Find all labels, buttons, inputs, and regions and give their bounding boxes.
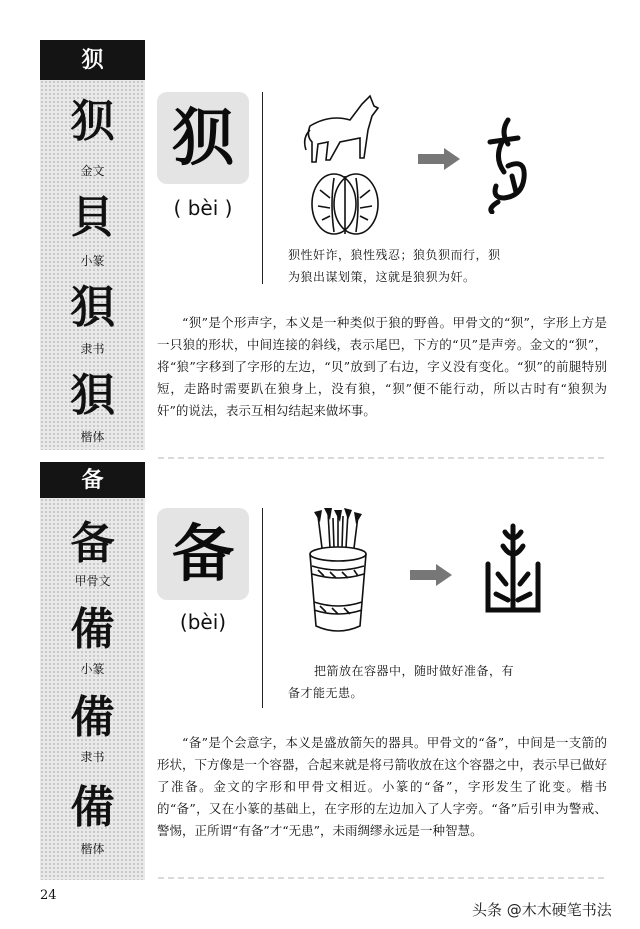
entry-2-header: 备 <box>40 462 145 498</box>
watermark: 头条 @木木硬笔书法 <box>468 898 616 921</box>
stage-3-label: 隶书 <box>80 342 105 356</box>
main-character-1: 狈 <box>157 92 249 184</box>
caption-1-line-1: 狈性奸诈，狼性残忍；狼负狈而行，狈 <box>288 248 501 262</box>
stage-6-label: 小篆 <box>80 662 105 676</box>
ancient-glyph-2 <box>478 522 548 622</box>
main-character-2: 备 <box>157 508 249 600</box>
body-text-1 <box>157 312 607 422</box>
stage-3-glyph: 狽 <box>70 282 115 333</box>
body-text-2 <box>157 732 607 842</box>
section-separator-2 <box>158 877 604 879</box>
stage-6-glyph: 備 <box>70 604 115 655</box>
stage-8-label: 楷体 <box>80 842 105 856</box>
stage-1-glyph: 狈 <box>70 96 115 147</box>
divider-2 <box>262 508 263 708</box>
caption-2-line-2: 备才能无患。 <box>288 686 364 700</box>
stage-2-glyph: 貝 <box>70 192 115 243</box>
caption-1-line-2: 为狼出谋划策，这就是狼狈为奸。 <box>288 270 476 284</box>
caption-2-line-1: 把箭放在容器中，随时做好准备，有 <box>314 664 515 678</box>
body-paragraph-2: “备”是个会意字，本义是盛放箭矢的器具。甲骨文的“备”，中间是一支箭的形状，下方像是一个容器，合起来就是将弓箭收放在这个容器之中，表示早已做好了准备。金文的字形和甲骨文相近。小篆的“备”，字形发生了讹变。楷书的“备”，又在小篆的基础上，在字形的左边加入了人字旁。“备”后引申为警戒、警惕，正所谓“有备”才“无患”，未雨绸缪永远是一种智慧。 <box>157 735 608 838</box>
stage-2-label: 小篆 <box>80 254 105 268</box>
stage-7-label: 隶书 <box>80 750 105 764</box>
stage-8-glyph: 備 <box>70 782 115 833</box>
pinyin-1: ( bèi ) <box>173 196 233 220</box>
arrow-2-icon <box>410 564 452 586</box>
stage-7-glyph: 備 <box>70 692 115 743</box>
stage-1-label: 金文 <box>80 164 105 178</box>
ancient-glyph-1 <box>478 114 538 214</box>
stage-4-label: 楷体 <box>80 430 105 444</box>
section-separator-1 <box>158 457 604 459</box>
divider-1 <box>262 92 263 284</box>
stage-5-label: 甲骨文 <box>74 574 111 588</box>
stage-4-glyph: 狽 <box>70 370 115 421</box>
wolf-shell-illustration <box>300 86 390 236</box>
pinyin-2: (bèi) <box>179 610 227 634</box>
page-number: 24 <box>40 888 57 903</box>
body-paragraph-1: “狈”是个形声字，本义是一种类似于狼的野兽。甲骨文的“狈”，字形上方是一只狼的形状，中间连接的斜线，表示尾巴，下方的“贝”是声旁。金文的“狈”，将“狼”字移到了字形的左边，“贝”放到了右边，字义没有变化。“狈”的前腿特别短，走路时需要趴在狼身上，没有狼，“狈”便不能行动，所以古时有“狼狈为奸”的说法，表示互相勾结起来做坏事。 <box>157 315 607 418</box>
entry-1-header: 狈 <box>40 40 145 80</box>
stage-5-glyph: 备 <box>70 518 115 569</box>
arrow-1-icon <box>418 148 460 170</box>
quiver-illustration <box>300 508 380 638</box>
